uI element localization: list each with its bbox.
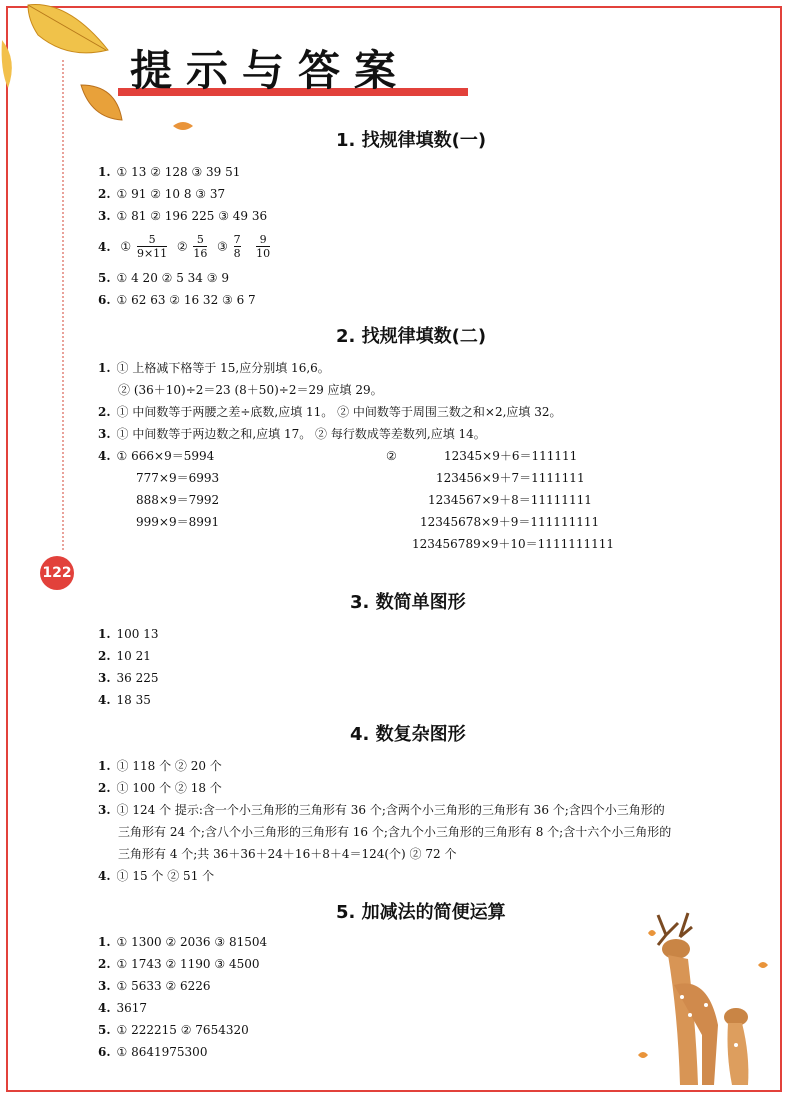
answer-line: 2. 10 21 bbox=[98, 649, 151, 663]
fraction: $\frac{5}{9\times 11}$ bbox=[136, 233, 168, 260]
answer-line: 1. ① 上格减下格等于 15,应分别填 16,6。 bbox=[98, 361, 330, 375]
section-title: 3. 数简单图形 bbox=[350, 592, 466, 613]
answer-line: ② (36＋10)÷2＝23 (8＋50)÷2＝29 应填 29。 bbox=[118, 383, 383, 397]
answer-line: 6. ① 62 63 ② 16 32 ③ 6 7 bbox=[98, 293, 256, 307]
answer-line: 777×9＝6993 bbox=[136, 471, 220, 485]
fraction: $\frac{5}{16}$ bbox=[193, 233, 208, 260]
answer-line: 3. 36 225 bbox=[98, 671, 159, 685]
answer-line: 1. 100 13 bbox=[98, 627, 159, 641]
answer-line: 999×9＝8991 bbox=[136, 515, 220, 529]
decorative-dotted-line bbox=[62, 60, 64, 550]
answer-line: 12345×9＋6＝111111 bbox=[444, 449, 578, 463]
section-title: 1. 找规律填数(一) bbox=[336, 130, 487, 151]
answer-line: 1234567×9＋8＝11111111 bbox=[428, 493, 592, 507]
answer-line: 4. ① 666×9＝5994 bbox=[98, 449, 215, 463]
answer-line: 3. ① 中间数等于两边数之和,应填 17。 ② 每行数成等差数列,应填 14。 bbox=[98, 427, 486, 441]
leaf-decoration-icon bbox=[76, 80, 126, 125]
fraction: $\frac{9}{10}$ bbox=[256, 233, 271, 260]
section-title: 4. 数复杂图形 bbox=[350, 724, 466, 745]
section-title: 5. 加减法的简便运算 bbox=[336, 902, 506, 923]
answer-line: 1. ① 118 个 ② 20 个 bbox=[98, 759, 222, 773]
answer-line: 3. ① 5633 ② 6226 bbox=[98, 979, 211, 993]
answer-line: 888×9＝7992 bbox=[136, 493, 220, 507]
answer-line: 5. ① 4 20 ② 5 34 ③ 9 bbox=[98, 271, 229, 285]
answer-line: 12345678×9＋9＝111111111 bbox=[420, 515, 600, 529]
answer-line: ② bbox=[386, 449, 397, 463]
answer-line: 5. ① 222215 ② 7654320 bbox=[98, 1023, 249, 1037]
answer-line: 4. 18 35 bbox=[98, 693, 151, 707]
page-title: 提示与答案 bbox=[130, 46, 411, 95]
fraction: $\frac{7}{8}$ bbox=[233, 233, 241, 260]
answer-line: 三角形有 4 个;共 36＋36＋24＋16＋8＋4＝124(个) ② 72 个 bbox=[118, 847, 457, 861]
answer-line: 3. ① 124 个 提示:含一个小三角形的三角形有 36 个;含两个小三角形的三角形有 36 个;含四个小三角形的 bbox=[98, 803, 665, 817]
answer-line: 2. ① 1743 ② 1190 ③ 4500 bbox=[98, 957, 260, 971]
leaf-decoration-icon bbox=[18, 0, 118, 70]
answer-line: 2. ① 中间数等于两腰之差÷底数,应填 11。 ② 中间数等于周围三数之和×2,应填 32。 bbox=[98, 405, 562, 419]
answer-line: 6. ① 8641975300 bbox=[98, 1045, 208, 1059]
leaf-decoration-icon bbox=[0, 40, 20, 90]
answer-line: 3. ① 81 ② 196 225 ③ 49 36 bbox=[98, 209, 268, 223]
answer-line: 三角形有 24 个;含八个小三角形的三角形有 16 个;含九个小三角形的三角形有 8 个;含十六个小三角形的 bbox=[118, 825, 672, 839]
answer-line: 4. ① $\frac{5}{9\times 11}$ ② $\frac{5}{16}$ ③ $\frac{7}{8}$ $\frac{9}{10}$ bbox=[98, 233, 271, 260]
section-title: 2. 找规律填数(二) bbox=[336, 326, 487, 347]
page-number-badge: 122 bbox=[40, 556, 74, 590]
leaf-decoration-icon bbox=[172, 118, 194, 134]
answer-line: 4. 3617 bbox=[98, 1001, 148, 1015]
answer-line: 4. ① 15 个 ② 51 个 bbox=[98, 869, 215, 883]
answer-line: 2. ① 91 ② 10 8 ③ 37 bbox=[98, 187, 226, 201]
answer-line: 1. ① 1300 ② 2036 ③ 81504 bbox=[98, 935, 268, 949]
answer-line: 123456789×9＋10＝1111111111 bbox=[412, 537, 615, 551]
answer-line: 123456×9＋7＝1111111 bbox=[436, 471, 585, 485]
answer-line: 2. ① 100 个 ② 18 个 bbox=[98, 781, 222, 795]
deer-illustration-icon bbox=[618, 905, 778, 1085]
answer-line: 1. ① 13 ② 128 ③ 39 51 bbox=[98, 165, 241, 179]
